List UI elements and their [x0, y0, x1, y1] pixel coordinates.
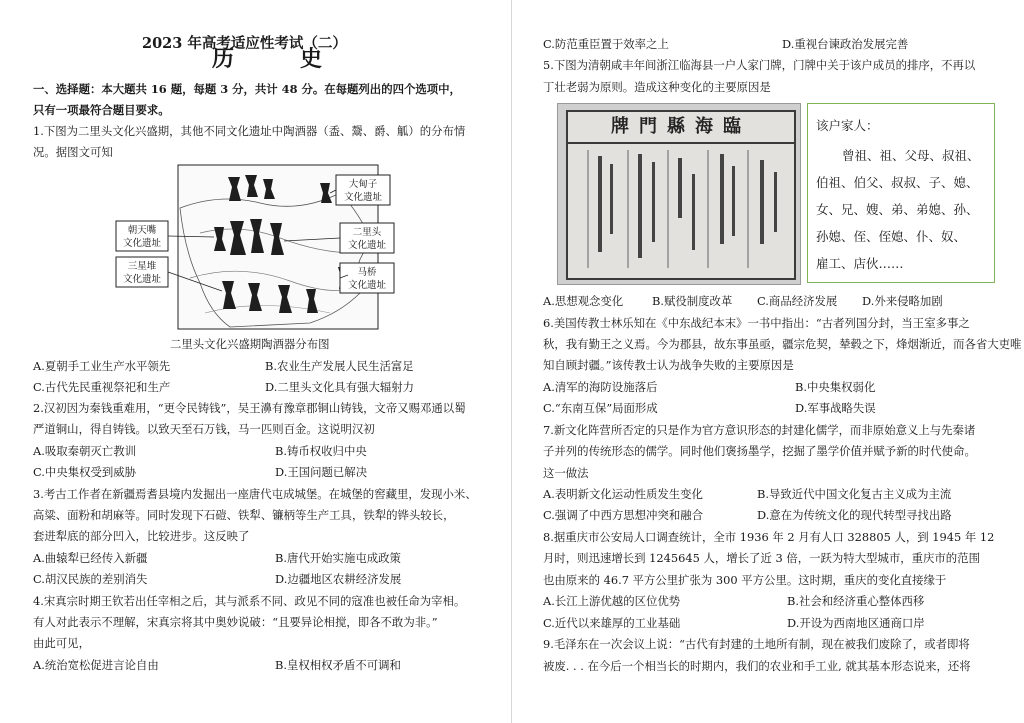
q4-option-b: B.皇权相权矛盾不可调和: [275, 658, 401, 672]
q1-stem-line2: 况。据图文可知: [33, 145, 113, 159]
label-dadianzi-name: 大甸子: [348, 179, 378, 190]
q4-option-a: A.统治宽松促进言论自由: [33, 658, 159, 672]
household-head: 该户家人：: [816, 118, 879, 133]
household-line-4: 孙媳、侄、侄媳、仆、奴、: [816, 229, 967, 244]
doorplate-handwriting: [568, 144, 794, 274]
q5-option-a: A.思想观念变化: [543, 294, 624, 308]
q7-stem-line2: 子并列的传统形态的儒学。同时他们褒扬墨学，挖掘了墨学价值并赋予新的时代使命。: [543, 444, 976, 458]
label-erlitou-name: 二里头: [352, 227, 382, 238]
q8-option-a: A.长江上游优越的区位优势: [543, 594, 681, 608]
q9-stem-line1: 9.毛泽东在一次会议上说：“古代有封建的土地所有制，现在被我们废除了，或者即将: [543, 637, 970, 651]
q7-stem-line3: 这一做法: [543, 466, 589, 480]
label-dadianzi-type: 文化遗址: [343, 192, 383, 203]
q8-stem-line3: 也由原来的 46.7 平方公里扩张为 300 平方公里。这时期，重庆的变化直接缘于: [543, 573, 947, 587]
q3-option-a: A.曲辕犁已经传入新疆: [33, 551, 148, 565]
right-page: [513, 0, 1024, 723]
label-sanxingdui-name: 三星堆: [127, 261, 157, 272]
q3-stem-line2: 高粱、面粉和胡麻等。同时发现下石磑、铁犁、镰柄等生产工具，铁犁的铧头较长，: [33, 508, 455, 522]
label-sanxingdui-type: 文化遗址: [122, 274, 162, 285]
q5-stem-line1: 5.下图为清朝咸丰年间浙江临海县一户人家门牌，门牌中关于该户成员的排序，不再以: [543, 58, 976, 72]
q5-stem-line2: 丁壮老弱为原则。造成这种变化的主要原因是: [543, 80, 771, 94]
q6-stem-line2: 秋，我有勤王之义焉。今为郡县，故东事虽亟，疆宗危契，辇毂之下，烽烟渐近，而各省大吏唯: [543, 337, 1022, 351]
q6-option-d: D.军事战略失误: [795, 401, 876, 415]
q7-option-d: D.意在为传统文化的现代转型寻找出路: [757, 508, 952, 522]
q3-stem-line3: 套进犁底的部分凹入，比较进步。这反映了: [33, 529, 250, 543]
q6-option-b: B.中央集权弱化: [795, 380, 876, 394]
household-line-1: 曾祖、祖、父母、叔祖、: [842, 148, 980, 163]
q7-option-b: B.导致近代中国文化复古主义成为主流: [757, 487, 952, 501]
q7-stem-line1: 7.新文化阵营所否定的只是作为官方意识形态的封建化儒学，而非原始意义上与先秦诸: [543, 423, 976, 437]
q4-stem-line3: 由此可见，: [33, 636, 90, 650]
q6-stem-line3: 知自顾封疆。”该传教士认为战争失败的主要原因是: [543, 358, 794, 372]
label-maqiao-type: 文化遗址: [347, 280, 387, 291]
q6-option-c: C.“东南互保”局面形成: [543, 401, 658, 415]
label-chaotianzui-type: 文化遗址: [122, 238, 162, 249]
q1-option-d: D.二里头文化具有强大辐射力: [265, 380, 415, 394]
q7-option-c: C.强调了中西方思想冲突和融合: [543, 508, 704, 522]
q8-stem-line2: 月时，则迅速增长到 1245645 人，增长了近 3 倍，一跃为特大型城市，重庆市的范围: [543, 551, 980, 565]
q6-option-a: A.清军的海防设施落后: [543, 380, 658, 394]
doorplate-board: [566, 110, 796, 280]
q3-option-c: C.胡汉民族的差别消失: [33, 572, 148, 586]
section-heading-line2: 只有一项最符合题目要求。: [33, 103, 170, 117]
household-line-3: 女、兄、嫂、弟、弟媳、孙、: [816, 202, 979, 217]
q8-option-c: C.近代以来雄厚的工业基础: [543, 616, 681, 630]
q5-option-c: C.商品经济发展: [757, 294, 838, 308]
q4-stem-line1: 4.宋真宗时期王钦若出任宰相之后，其与派系不同、政见不同的寇准也被任命为宰相。: [33, 594, 466, 608]
q2-option-c: C.中央集权受到威胁: [33, 465, 137, 479]
q1-option-b: B.农业生产发展人民生活富足: [265, 359, 414, 373]
q1-stem-line1: 1.下图为二里头文化兴盛期，其他不同文化遗址中陶酒器（盉、鬶、爵、觚）的分布情: [33, 124, 466, 138]
q5-option-b: B.赋役制度改革: [652, 294, 733, 308]
exam-subject: 历 史: [212, 46, 345, 72]
q7-option-a: A.表明新文化运动性质发生变化: [543, 487, 703, 501]
q1-option-c: C.古代先民重视祭祀和生产: [33, 380, 171, 394]
q9-stem-line2: 被废. . . 在今后一个相当长的时期内，我们的农业和手工业, 就其基本形态说来，还将: [543, 659, 971, 673]
label-erlitou-type: 文化遗址: [347, 240, 387, 251]
household-box: [807, 103, 995, 283]
q2-option-b: B.铸币权收归中央: [275, 444, 367, 458]
doorplate-photo: [557, 103, 801, 285]
q3-option-b: B.唐代开始实施屯成政策: [275, 551, 401, 565]
q1-option-a: A.夏朝手工业生产水平领先: [33, 359, 171, 373]
q4-stem-line2: 有人对此表示不理解，宋真宗将其中奥妙说破：“且要异论相搅，即各不敢为非。”: [33, 615, 438, 629]
label-maqiao-name: 马桥: [357, 267, 377, 278]
q8-stem-line1: 8.据重庆市公安局人口调查统计，全市 1936 年 2 月有人口 328805 人，到 1945 年 12: [543, 530, 995, 544]
household-line-5: 雇工、店伙……: [816, 256, 904, 271]
q2-option-a: A.吸取秦朝灭亡教训: [33, 444, 136, 458]
exam-title: 2023 年高考适应性考试（二）: [142, 35, 347, 52]
section-heading-line1: 一、选择题：本大题共 16 题，每题 3 分，共计 48 分。在每题列出的四个选项中，: [33, 82, 461, 96]
q5-option-d: D.外来侵略加剧: [862, 294, 943, 308]
q6-stem-line1: 6.美国传教士林乐知在《中东战纪本末》一书中指出：“古者列国分封，当王室多事之: [543, 316, 970, 330]
pottery-distribution-map: [110, 163, 420, 331]
map-caption: 二里头文化兴盛期陶酒器分布图: [170, 337, 330, 351]
q2-stem-line2: 严道铜山，得自铸钱。以致天至石万钱，马一匹则百金。这说明汉初: [33, 422, 375, 436]
q2-stem-line1: 2.汉初因为秦钱重难用，“更令民铸钱”，吴王濞有豫章郡铜山铸钱，文帝又赐邓通以蜀: [33, 401, 466, 415]
label-chaotianzui-name: 朝天嘴: [127, 225, 157, 236]
q3-option-d: D.边疆地区农耕经济发展: [275, 572, 402, 586]
q4-option-c: C.防范重臣置于效率之上: [543, 37, 669, 51]
q4-option-d: D.重视台谏政治发展完善: [782, 37, 909, 51]
q3-stem-line1: 3.考古工作者在新疆焉耆县境内发掘出一座唐代屯成城堡。在城堡的窖藏里，发现小米、: [33, 487, 477, 501]
q2-option-d: D.王国问题已解决: [275, 465, 368, 479]
q8-option-d: D.开设为西南地区通商口岸: [787, 616, 925, 630]
household-line-2: 伯祖、伯父、叔叔、子、媳、: [816, 175, 979, 190]
doorplate-title: 牌門縣海臨: [568, 112, 794, 144]
q8-option-b: B.社会和经济重心整体西移: [787, 594, 925, 608]
